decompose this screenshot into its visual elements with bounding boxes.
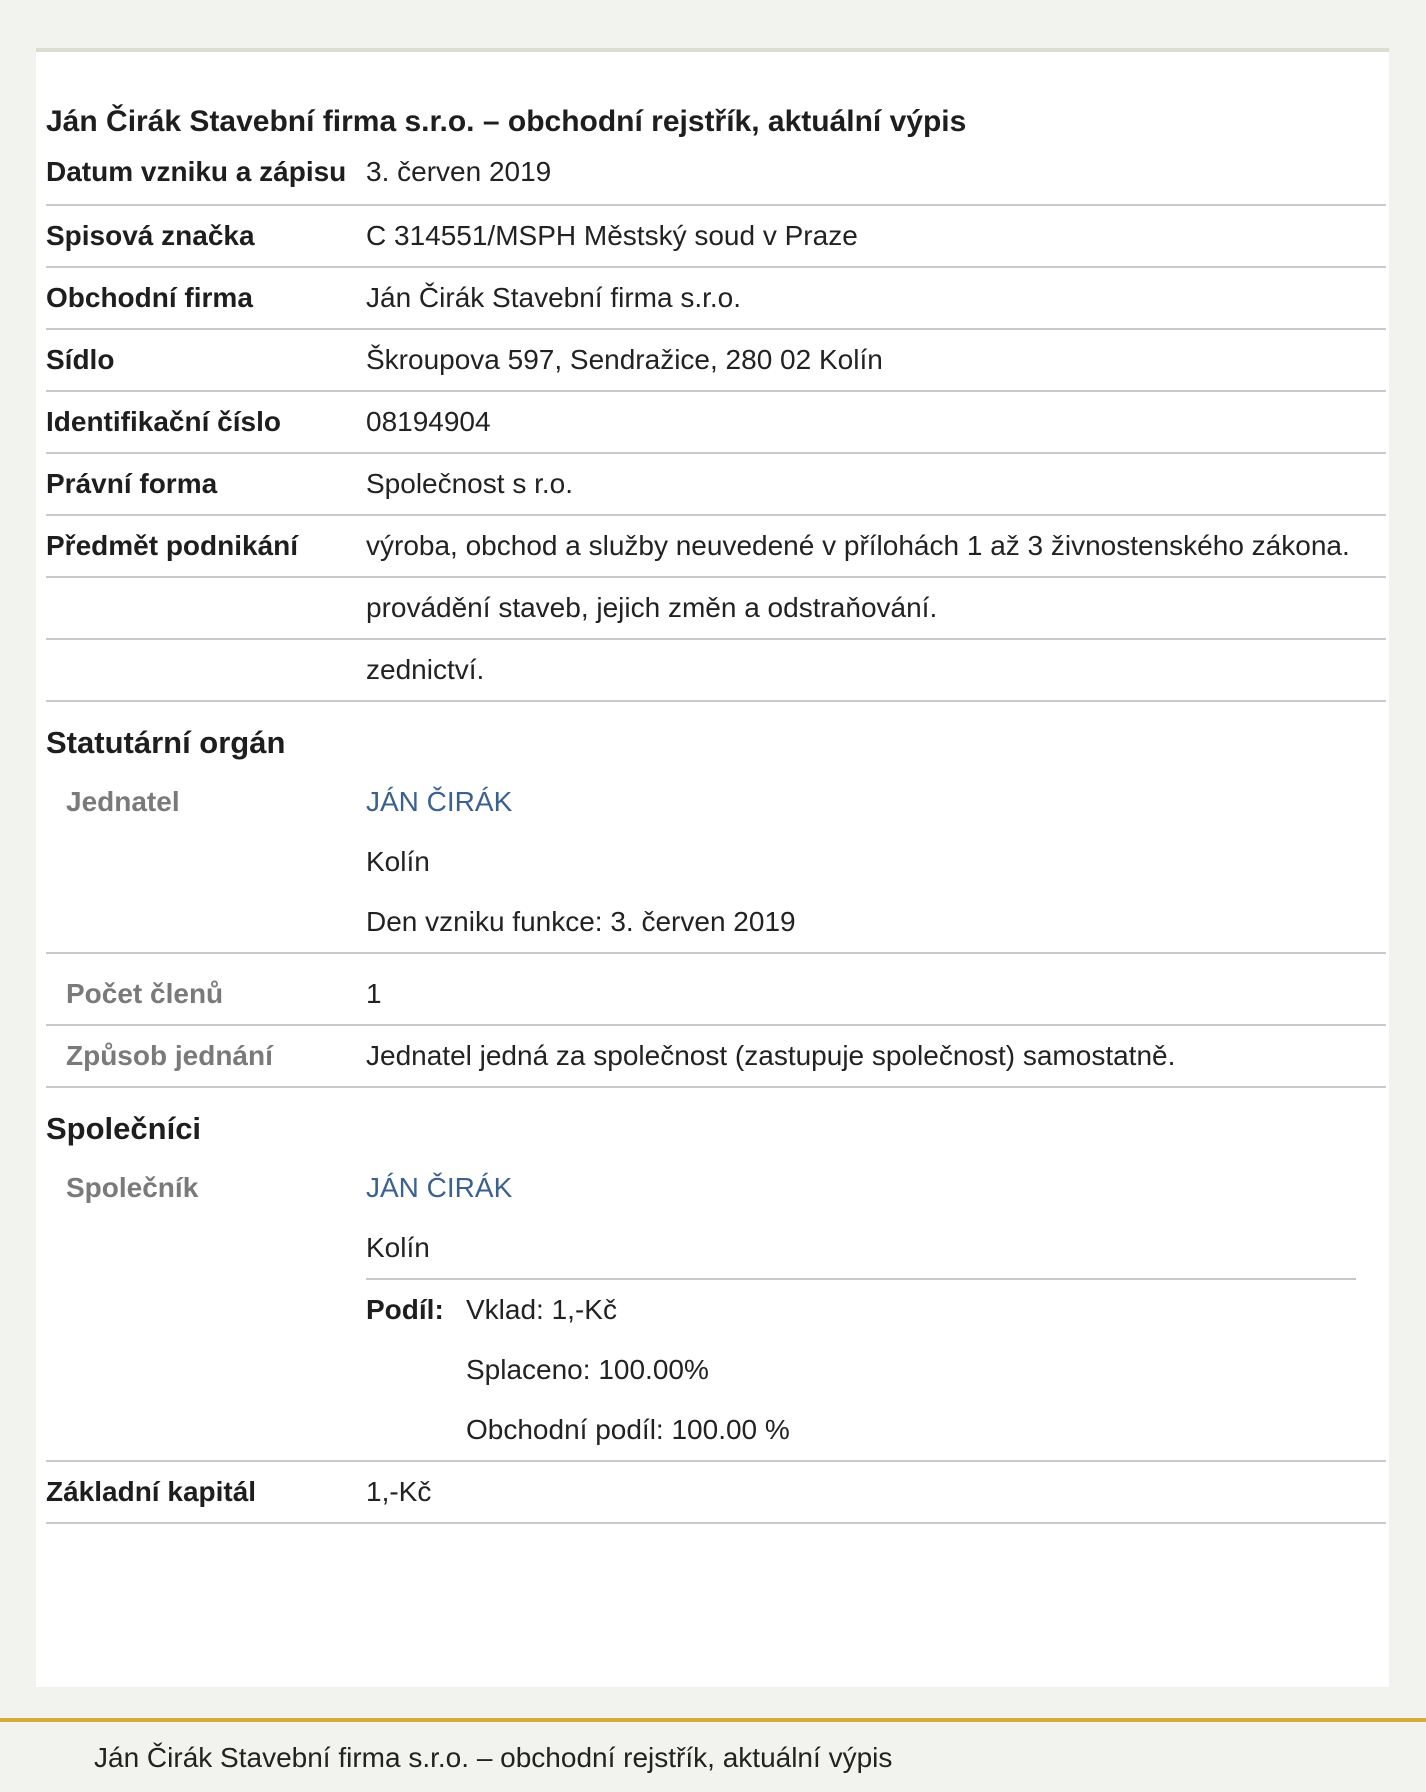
value-predmet-1: výroba, obchod a služby neuvedené v přílohách 1 až 3 živnostenského zákona. [366,515,1386,577]
jednatel-city: Kolín [366,846,430,877]
page-title: Ján Čirák Stavební firma s.r.o. – obchodní rejstřík, aktuální výpis [46,105,967,138]
spolecnik-city: Kolín [366,1232,430,1263]
row-datum [46,144,1386,205]
gap [46,953,1386,964]
podil-block [366,1278,1356,1460]
row-predmet-2 [46,577,1386,639]
row-kapital [46,1461,1386,1523]
value-spisova: C 314551/MSPH Městský soud v Praze [366,205,1386,267]
label-firma: Obchodní firma [46,267,366,329]
label-forma: Právní forma [46,453,366,515]
row-firma [46,267,1386,329]
footer-text: Ján Čirák Stavební firma s.r.o. – obchodní rejstřík, aktuální výpis [94,1742,893,1773]
row-jednatel [46,772,1386,953]
row-forma [46,453,1386,515]
jednatel-name-link[interactable]: JÁN ČIRÁK [366,786,513,817]
row-predmet-3 [46,639,1386,701]
podil-obchodni: Obchodní podíl: 100.00 % [466,1414,790,1445]
value-firma: Ján Čirák Stavební firma s.r.o. [366,267,1386,329]
label-empty [46,577,366,639]
row-predmet-1 [46,515,1386,577]
row-ico [46,391,1386,453]
value-predmet-3: zednictví. [366,639,1386,701]
footer-accent-bar [0,1718,1426,1722]
label-zpusob: Způsob jednání [46,1025,366,1087]
spolecnik-details [366,1158,1386,1461]
value-datum: 3. červen 2019 [366,144,1386,205]
value-zpusob: Jednatel jedná za společnost (zastupuje společnost) samostatně. [366,1025,1386,1087]
section-statutarni [46,701,1386,772]
label-empty [46,639,366,701]
podil-values [466,1280,790,1460]
jednatel-details [366,772,1386,953]
content-inner [46,52,1386,1524]
value-predmet-2: provádění staveb, jejich změn a odstraňování. [366,577,1386,639]
content-card [36,52,1389,1687]
row-spolecnik [46,1158,1386,1461]
jednatel-funkce: Den vzniku funkce: 3. červen 2019 [366,906,796,937]
podil-label: Podíl: [366,1294,444,1325]
label-predmet: Předmět podnikání [46,515,366,577]
value-sidlo: Škroupova 597, Sendražice, 280 02 Kolín [366,329,1386,391]
label-sidlo: Sídlo [46,329,366,391]
value-forma: Společnost s r.o. [366,453,1386,515]
label-kapital: Základní kapitál [46,1461,366,1523]
podil-splaceno: Splaceno: 100.00% [466,1354,709,1385]
section-heading-spolecnici: Společníci [46,1111,202,1146]
value-kapital: 1,-Kč [366,1461,1386,1523]
row-sidlo [46,329,1386,391]
podil-vklad: Vklad: 1,-Kč [466,1294,617,1325]
section-heading-statutarni: Statutární orgán [46,725,286,760]
row-pocet [46,964,1386,1025]
label-datum: Datum vzniku a zápisu [46,144,366,205]
label-spisova: Spisová značka [46,205,366,267]
label-pocet: Počet členů [46,964,366,1025]
section-spolecnici [46,1087,1386,1158]
label-spolecnik: Společník [46,1158,366,1461]
label-ico: Identifikační číslo [46,391,366,453]
row-spisova [46,205,1386,267]
spolecnik-name-link[interactable]: JÁN ČIRÁK [366,1172,513,1203]
label-jednatel: Jednatel [46,772,366,953]
registry-table [46,144,1386,1524]
value-pocet: 1 [366,964,1386,1025]
row-zpusob [46,1025,1386,1087]
value-ico: 08194904 [366,391,1386,453]
